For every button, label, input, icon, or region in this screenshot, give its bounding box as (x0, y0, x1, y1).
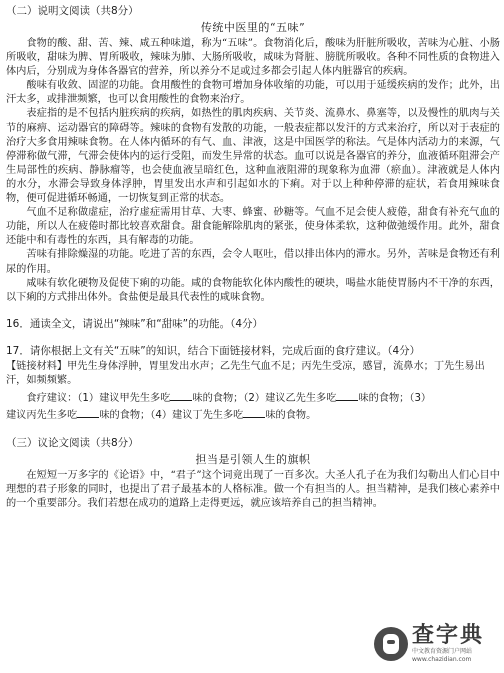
article-paragraph: 咸味有软化硬物及促使下痢的功能。咸的食物能软化体内酸性的硬块，喝盐水能使胃肠内不干净的东西，以下痢的方式排出体外。食盐便是最具代表性的咸味食物。 (6, 277, 500, 303)
answer-blank[interactable] (170, 390, 192, 401)
article-title: 担当是引领人生的旗帜 (195, 452, 311, 466)
section-heading: （二）说明文阅读（共8分） (6, 5, 139, 17)
advice-part: 味的食物；（2）建议乙先生多吃 (192, 392, 337, 404)
link-material: 【链接材料】甲先生身体浮肿，胃里发出水声；乙先生气血不足；丙先生受凉，感冒，流鼻水；丁先生易出汗，如频频繁。 (6, 360, 485, 387)
advice-part: （1）建议甲先生多吃 (77, 392, 171, 404)
answer-blank[interactable] (336, 390, 358, 401)
question-16: 16．通读全文，请说出“辣味”和“甜味”的功能。（4分） (6, 317, 264, 330)
advice-part: 味的食物；（4）建议丁先生多吃 (99, 410, 244, 422)
advice-part: 味的食物。 (265, 410, 317, 422)
watermark-subtitle: 中文教育资源门户网站 www.chazidian.com (412, 648, 473, 663)
article-paragraph: 食物的酸、甜、苦、辣、咸五种味道，称为“五味”。食物消化后，酸味为肝脏所吸收，苦味为心脏、小肠所吸收，甜味为脾、胃所吸收，辣味为肺、大肠所吸收，咸味为肾脏、膀胱所吸收。各种不同性质的食物进入体内后，分别成为身体各器官的营养，所以养分不足或过多都会引起人体内脏器官的疾病。 (6, 38, 500, 78)
mascot-icon (374, 627, 408, 661)
site-watermark (374, 623, 498, 665)
watermark-logo-text: 查字典 (412, 623, 485, 648)
article-title: 传统中医里的“五味” (200, 21, 306, 34)
advice-part: 味的食物；（3） (358, 392, 432, 404)
watermark-text (412, 624, 498, 664)
advice-part: 建议丙先生多吃 (6, 410, 78, 422)
article-paragraph: 在短短一万多字的《论语》中，“君子”这个词竟出现了一百多次。大圣人孔子在为我们勾勒出人们心目中理想的君子形象的同时，也提出了君子最基本的人格标准。做一个有担当的人。担当精神，是我们核心素养中的一个重要部分。我们若想在成功的道路上走得更远，就应该培养自己的担当精神。 (6, 469, 500, 509)
section-heading: （三）议论文阅读（共8分） (6, 436, 139, 449)
article-paragraph: 苦味有排除燥湿的功能。吃进了苦的东西，会令人呕吐，借以排出体内的滞水。另外，苦味是食物还有利尿的作用。 (6, 249, 500, 275)
question-17: 17．请你根据上文有关“五味”的知识，结合下面链接材料，完成后面的食疗建议。（4分） (6, 344, 421, 357)
diet-advice-continued (6, 407, 500, 424)
article-paragraph: 表症指的是不包括内脏疾病的疾病，如热性的肌肉疾病、关节炎、流鼻水、鼻塞等，以及慢性的肌肉与关节的麻痹、运动器官的障碍等。辣味的食物有发散的功能，一般表症都以发汗的方式来治疗，所以对于表症的治疗大多食用辣味食物。在人体内循环的有气、血、津液，这是中国医学的称法。气是体内活动力的来源，气停滞称做气滞，气滞会使体内的运行受阻，而发生异常的状态。血可以说是各器官的养分，血液循环阻滞会产生局部性的疾病、静脉瘤等，也会使血液呈暗红色，这种血液阻滞的现象称为血滞（瘀血）。津液就是人体内的水分，水滞会导致身体浮肿，胃里发出水声和引起如水的下痢。对于以上种种停滞的症状，若食用辣味食物，便可促进循环畅通，一切恢复到正常的状态。 (6, 108, 500, 205)
article-paragraph: 酸味有收敛、固涩的功能。食用酸性的食物可增加身体收缩的功能，可以用于延缓疾病的发作；此外，出汗太多，或排泄频繁，也可以食用酸性的食物来治疗。 (6, 80, 500, 106)
answer-blank[interactable] (77, 407, 99, 418)
article-paragraph: 气血不足称做虚症，治疗虚症需用甘草、大枣、蜂蜜、砂糖等。气血不足会使人疲倦，甜食有补充气血的功能，所以人在疲倦时都比较喜欢甜食。甜食能解除肌肉的紧张，使身体柔软，这种做弛缓作用。此外，甜食还能中和有毒性的东西，具有解毒的功能。 (6, 207, 500, 247)
exam-page (6, 4, 500, 511)
diet-advice (6, 390, 500, 407)
answer-blank[interactable] (243, 407, 265, 418)
advice-prefix: 食疗建议： (26, 392, 78, 404)
